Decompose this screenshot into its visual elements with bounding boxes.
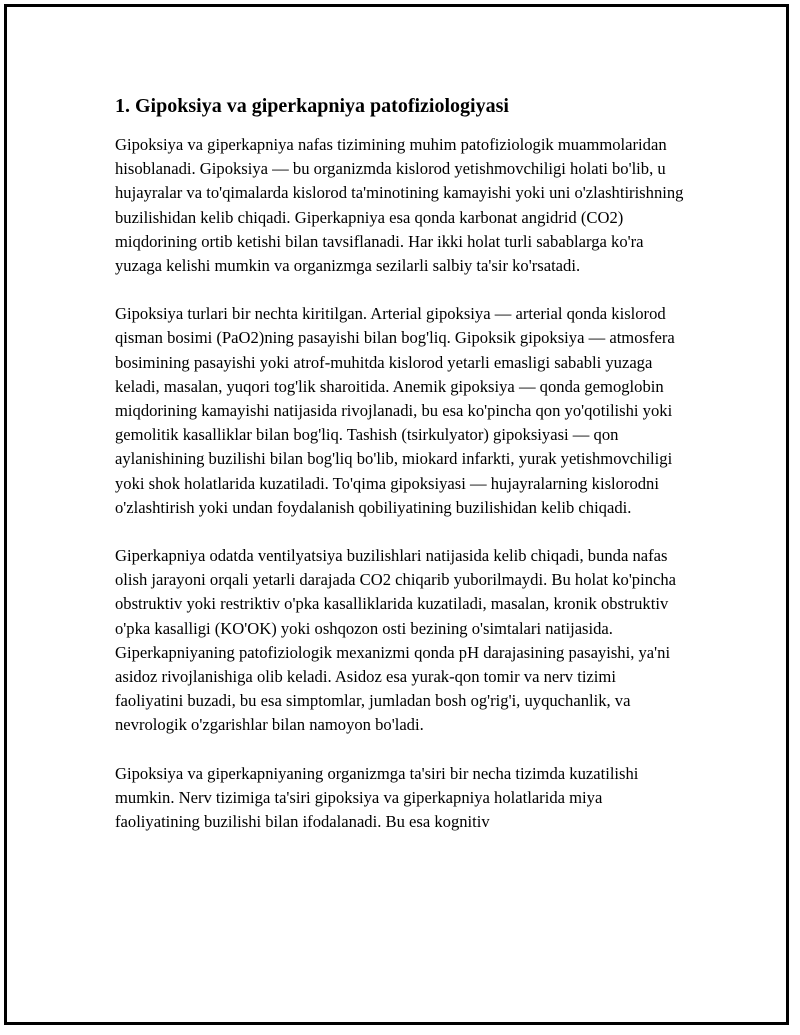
paragraph-hypercapnia: Giperkapniya odatda ventilyatsiya buzilishlari natijasida kelib chiqadi, bunda nafas olish jarayoni orqali yetarli darajada CO2 chiqarib yuborilmaydi. Bu holat ko'pincha obstruktiv yoki restriktiv o'pka kasalliklarida kuzatiladi, masalan, kronik obstruktiv o'pka kasalligi (KO'OK) yoki oshqozon osti bezining o'simtalari natijasida. Giperkapniyaning patofiziologik mexanizmi qonda pH darajasining pasayishi, ya'ni asidoz rivojlanishiga olib keladi. Asidoz esa yurak-qon tomir va nerv tizimi faoliyatini buzadi, bu esa simptomlar, jumladan bosh og'rig'i, uyquchanlik, va nevrologik o'zgarishlar bilan namoyon bo'ladi. bbox=[115, 546, 677, 735]
paragraph-intro: Gipoksiya va giperkapniya nafas tizimining muhim patofiziologik muammolaridan hisoblanadi. Gipoksiya — bu organizmda kislorod yetishmovchiligi holati bo'lib, u hujayralar va to'qimalarda kislorod ta'minotining kamayishi yoki uni o'zlashtirishning buzilishidan kelib chiqadi. Giperkapniya esa qonda karbonat angidrid (CO2) miqdorining ortib ketishi bilan tavsiflanadi. Har ikki holat turli sabablarga ko'ra yuzaga kelishi mumkin va organizmga sezilarli salbiy ta'sir ko'rsatadi. bbox=[115, 135, 684, 276]
document-body bbox=[115, 93, 687, 858]
paragraph-effects: Gipoksiya va giperkapniyaning organizmga ta'siri bir necha tizimda kuzatilishi mumkin. Nerv tizimiga ta'siri gipoksiya va giperkapniya holatlarida miya faoliyatining buzilishi bilan ifodalanadi. Bu esa kognitiv bbox=[115, 763, 639, 832]
paragraph-hypoxia-types: Gipoksiya turlari bir nechta kiritilgan. Arterial gipoksiya — arterial qonda kislorod qisman bosimi (PaO2)ning pasayishi bilan bog'liq. Gipoksik gipoksiya — atmosfera bosimining pasayishi yoki atrof-muhitda kislorod yetarli emasligi sababli yuzaga keladi, masalan, yuqori tog'lik sharoitida. Anemik gipoksiya — qonda gemoglobin miqdorining kamayishi natijasida rivojlanadi, bu esa ko'pincha qon yo'qotilishi yoki gemolitik kasalliklar bilan bog'liq. Tashish (tsirkulyator) gipoksiyasi — qon aylanishining buzilishi bilan bog'liq bo'lib, miokard infarkti, yurak yetishmovchiligi yoki shok holatlarida kuzatiladi. To'qima gipoksiyasi — hujayralarning kislorodni o'zlashtirish yoki undan foydalanish qobiliyatining buzilishidan kelib chiqadi. bbox=[115, 304, 675, 517]
section-heading: 1. Gipoksiya va giperkapniya patofiziologiyasi bbox=[115, 95, 509, 117]
